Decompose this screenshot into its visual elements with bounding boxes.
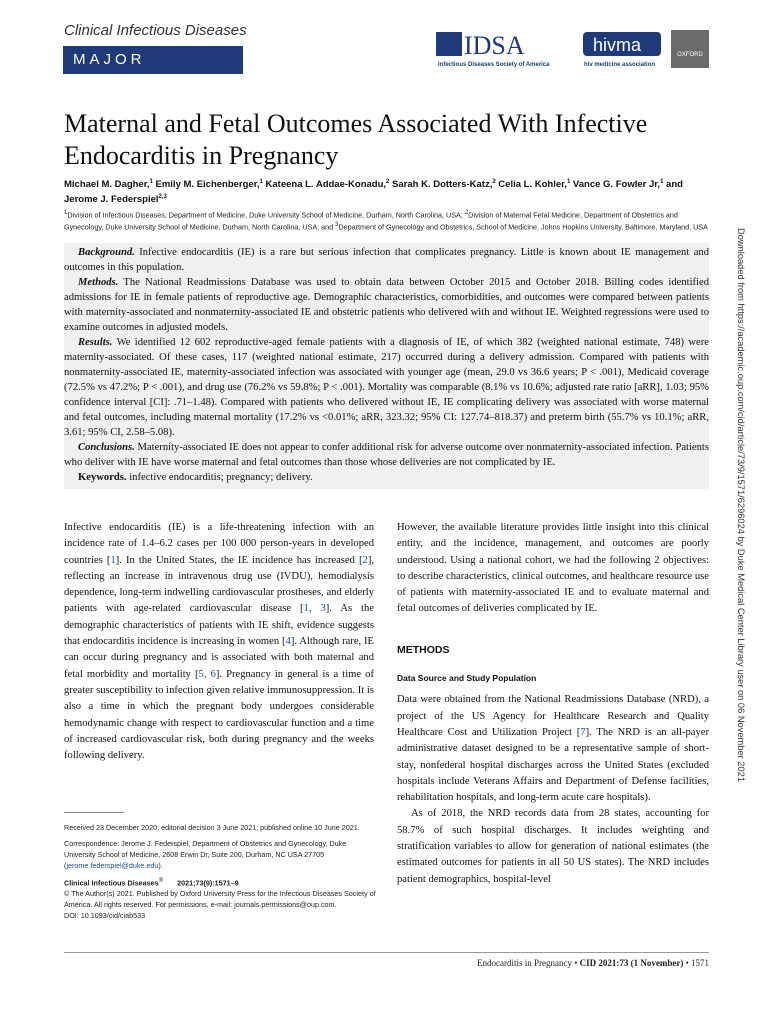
registered-mark: ® <box>158 878 164 884</box>
idsa-logo-subtext: Infectious Diseases Society of America <box>438 62 550 68</box>
affiliation-mark: 1 <box>149 179 153 185</box>
correspondence-text: ). <box>158 861 163 870</box>
author-list <box>64 176 704 206</box>
author: Sarah K. Dotters-Katz, <box>389 179 493 191</box>
body-text: ], reflecting an increase in intravenous drug use (IVDU), hemodialysis dependence, long-term indwelling cardiovascular prostheses, and elderly patients with age-related cardiovascular disease [ <box>64 554 374 615</box>
hivma-logo <box>583 30 663 70</box>
doi: DOI: 10.1093/cid/ciab533 <box>64 911 146 921</box>
abstract-heading: Results. <box>78 337 113 348</box>
email-link[interactable]: jerome.federspiel@duke.edu <box>66 861 159 870</box>
affiliations <box>64 208 714 233</box>
citation-line <box>64 876 376 888</box>
abstract-heading: Methods. <box>78 277 119 288</box>
left-column <box>64 520 374 764</box>
author: Celia L. Kohler, <box>495 179 567 191</box>
section-heading-methods: METHODS <box>397 643 450 656</box>
methods-paragraph: As of 2018, the NRD records data from 28 states, accounting for 58.7% of such hospital discharges. It includes weighting and stratification variables to allow for generation of national estimates (the estimated outcomes for patients in all 50 US states). The NRD includes patient demographics, hospital-level <box>397 808 709 885</box>
affiliation: Division of Maternal Fetal Medicine, Department of Obstetrics and Gynecology, Duke University School of Medicine, Durham, North Carolina, USA; and <box>64 210 678 232</box>
abstract-text: Infective endocarditis (IE) is a rare but serious infection that complicates pregnancy. Little is known about IE management and outcomes in this population. <box>64 247 709 273</box>
abstract-heading: Conclusions. <box>78 442 135 453</box>
affiliation-mark: 1 <box>64 210 68 216</box>
page-footer <box>420 958 709 968</box>
author: and Jerome J. Federspiel <box>64 179 683 206</box>
affiliation-mark: 2 <box>492 179 496 185</box>
footnotes <box>64 822 376 921</box>
abstract-background <box>64 245 709 275</box>
reference-link[interactable]: 2 <box>362 554 368 566</box>
correspondence <box>64 838 376 871</box>
body-text: Infective endocarditis (IE) is a life-threatening infection with an incidence rate of 1.4–6.2 cases per 100 000 person-years in developed countries [ <box>64 522 374 566</box>
correspondence-text: Correspondence: Jerome J. Federspiel, Department of Obstetrics and Gynecology, Duke University School of Medicine, 2608 Erwin Dr, Suite 200, Durham, NC USA 27705 ( <box>64 839 347 870</box>
journal-citation: CID 2021:73 (1 November) <box>579 958 684 968</box>
reference-link[interactable]: 7 <box>580 726 586 738</box>
author: Vance G. Fowler Jr, <box>570 179 661 191</box>
running-title: Endocarditis in Pregnancy <box>476 958 572 968</box>
journal-name-footnote: Clinical Infectious Diseases <box>64 878 159 888</box>
body-text: ]. As the demographic characteristics of patients with IE shift, evidence suggests that endocarditis incidence is increasing in women [ <box>64 603 375 648</box>
abstract-keywords <box>64 470 709 485</box>
idsa-logo <box>436 30 576 70</box>
page-number: 1571 <box>691 958 709 968</box>
body-text: ]. In the United States, the IE incidence has increased [ <box>115 554 363 566</box>
affiliation-mark: 2 <box>386 179 390 185</box>
separator: • <box>683 958 691 968</box>
article-type-banner: MAJOR ARTICLE <box>63 46 243 74</box>
affiliation-mark: 3 <box>335 222 339 229</box>
reference-link[interactable]: 4 <box>285 636 291 648</box>
received-dates: Received 23 December 2020; editorial decision 3 June 2021; published online 10 June 2021. <box>64 823 360 832</box>
intro-paragraph: However, the available literature provides little insight into this clinical entity, and the incidence, management, and outcomes are poorly understood. Using a national cohort, we had the following 2 objectives: to describe characteristics, clinical outcomes, and healthcare resource use of patients with maternity-associated IE and to evaluate maternal and fetal outcomes of deliveries complicated by IE. <box>397 522 709 615</box>
hivma-logo-text: hivma <box>593 35 642 55</box>
intro-paragraph <box>64 520 374 764</box>
reference-link[interactable]: 1, 3 <box>303 603 326 615</box>
affiliation-mark: 1 <box>660 179 664 185</box>
article-title: Maternal and Fetal Outcomes Associated With Infective Endocarditis in Pregnancy <box>64 109 648 170</box>
citation: 2021;73(9):1571–9 <box>177 878 239 888</box>
separator: • <box>571 958 580 968</box>
affiliation-mark: 2 <box>464 210 469 216</box>
body-text: Data were obtained from the National Readmissions Database (NRD), a project of the US Agency for Healthcare Research and Quality Healthcare Cost and Utilization Project [ <box>397 694 709 738</box>
author: Emily M. Eichenberger, <box>152 179 260 191</box>
idsa-logo-text: IDSA <box>464 31 525 60</box>
affiliation: Department of Gynecology and Obstetrics, School of Medicine, Johns Hopkins University, Baltimore, Maryland, USA <box>338 222 708 232</box>
hivma-logo-subtext: hiv medicine association <box>584 62 656 68</box>
footer-divider <box>64 952 709 953</box>
reference-link[interactable]: 5, 6 <box>198 668 216 680</box>
reference-link[interactable]: 1 <box>110 554 116 566</box>
abstract-text: We identified 12 602 reproductive-aged female patients with a diagnosis of IE, of which 382 (weighted national estimate, 748) were maternity-associated. Of these cases, 117 (weighted national estimate, 217) occurred during a delivery admission. Compared with patients with nonmaternity-associated IE, maternity-associated infection was associated with younger age (mean, 29.0 vs 36.6 years; P < .001), Medicaid coverage (72.5% vs 47.2%; P < .001), and drug use (76.2% vs 59.8%; P < .001). Mortality was comparable (8.1% vs 10.6%; adjusted rate ratio [aRR], 1.03; 95% confidence interval [CI]: .71–1.48). Compared with patients who delivered without IE, IE complicating delivery was associated with worse maternal and fetal outcomes, including maternal mortality (17.2% vs <0.01%; aRR, 323.32; 95% CI: 127.74–818.37) and preterm birth (55.7% vs 10.1%; aRR, 3.61; 95% CI, 2.58–5.08). <box>64 337 709 438</box>
body-text: ]. The NRD is an all-payer administrative dataset designed to be a representative sample of short-stay, nonfederal hospital discharges across the United States (excluded hospitals include Veterans Affairs and Department of Defense facilities, rehabilitation hospitals, and long-term acute care hospitals). <box>397 726 709 804</box>
abstract <box>64 243 709 489</box>
body-text: ]. Pregnancy in general is a time of greater susceptibility to infection given relative immunosuppression. It is also a time in which the pregnant body undergoes considerable hemodynamic change with respect to cardiovascular function and a time of increased cardiovascular risk, both during pregnancy and the weeks following delivery. <box>64 668 375 762</box>
author: Michael M. Dagher, <box>64 179 150 191</box>
keywords-text: infective endocarditis; pregnancy; delivery. <box>129 472 313 483</box>
download-watermark: Downloaded from https://academic.oup.com/cid/article/73/9/1571/6296024 by Duke Medical Center Library user on 06 November 2021 <box>736 228 746 782</box>
abstract-text: Maternity-associated IE does not appear to confer additional risk for adverse outcome over nonmaternity-associated infection. Patients who deliver with IE have worse maternal and fetal outcomes than those whose deliveries are not complicated by IE. <box>64 442 709 468</box>
author: Kateena L. Addae-Konadu, <box>262 179 387 191</box>
abstract-text: The National Readmissions Database was used to obtain data between October 2015 and October 2018. Billing codes identified admissions for IE in female patients of reproductive age. Demographic characteristics, comorbidities, and outcomes were compared between patients with maternity-associated and nonmaternity-associated IE and obstetric patients who delivered with and without IE. Weighted regressions were used to examine outcomes in adjusted models. <box>64 277 709 333</box>
methods-paragraph <box>397 692 709 806</box>
affiliation-mark: 1 <box>566 179 571 185</box>
footnote-divider <box>64 812 124 813</box>
abstract-conclusions <box>64 440 709 470</box>
oxford-logo: OXFORD <box>671 30 709 68</box>
copyright: © The Author(s) 2021. Published by Oxford University Press for the Infectious Diseases Society of America. All rights reserved. For permissions, e-mail: journals.permissions@oup.com. <box>64 889 376 910</box>
subsection-heading: Data Source and Study Population <box>397 673 537 684</box>
affiliation-mark: 2,3 <box>158 194 167 201</box>
body-text: ]. Although rare, IE can occur during pregnancy and is associated with both maternal and fetal morbidity and mortality [ <box>64 636 374 680</box>
abstract-methods <box>64 275 709 335</box>
affiliation-mark: 1 <box>259 179 263 185</box>
affiliation: Division of Infectious Diseases, Department of Medicine, Duke University School of Medicine, Durham, North Carolina, USA; <box>67 210 463 220</box>
keywords-heading: Keywords. <box>78 472 127 483</box>
abstract-heading: Background. <box>78 247 135 258</box>
journal-name: Clinical Infectious Diseases <box>64 22 247 39</box>
right-column <box>397 520 709 888</box>
abstract-results <box>64 335 709 440</box>
